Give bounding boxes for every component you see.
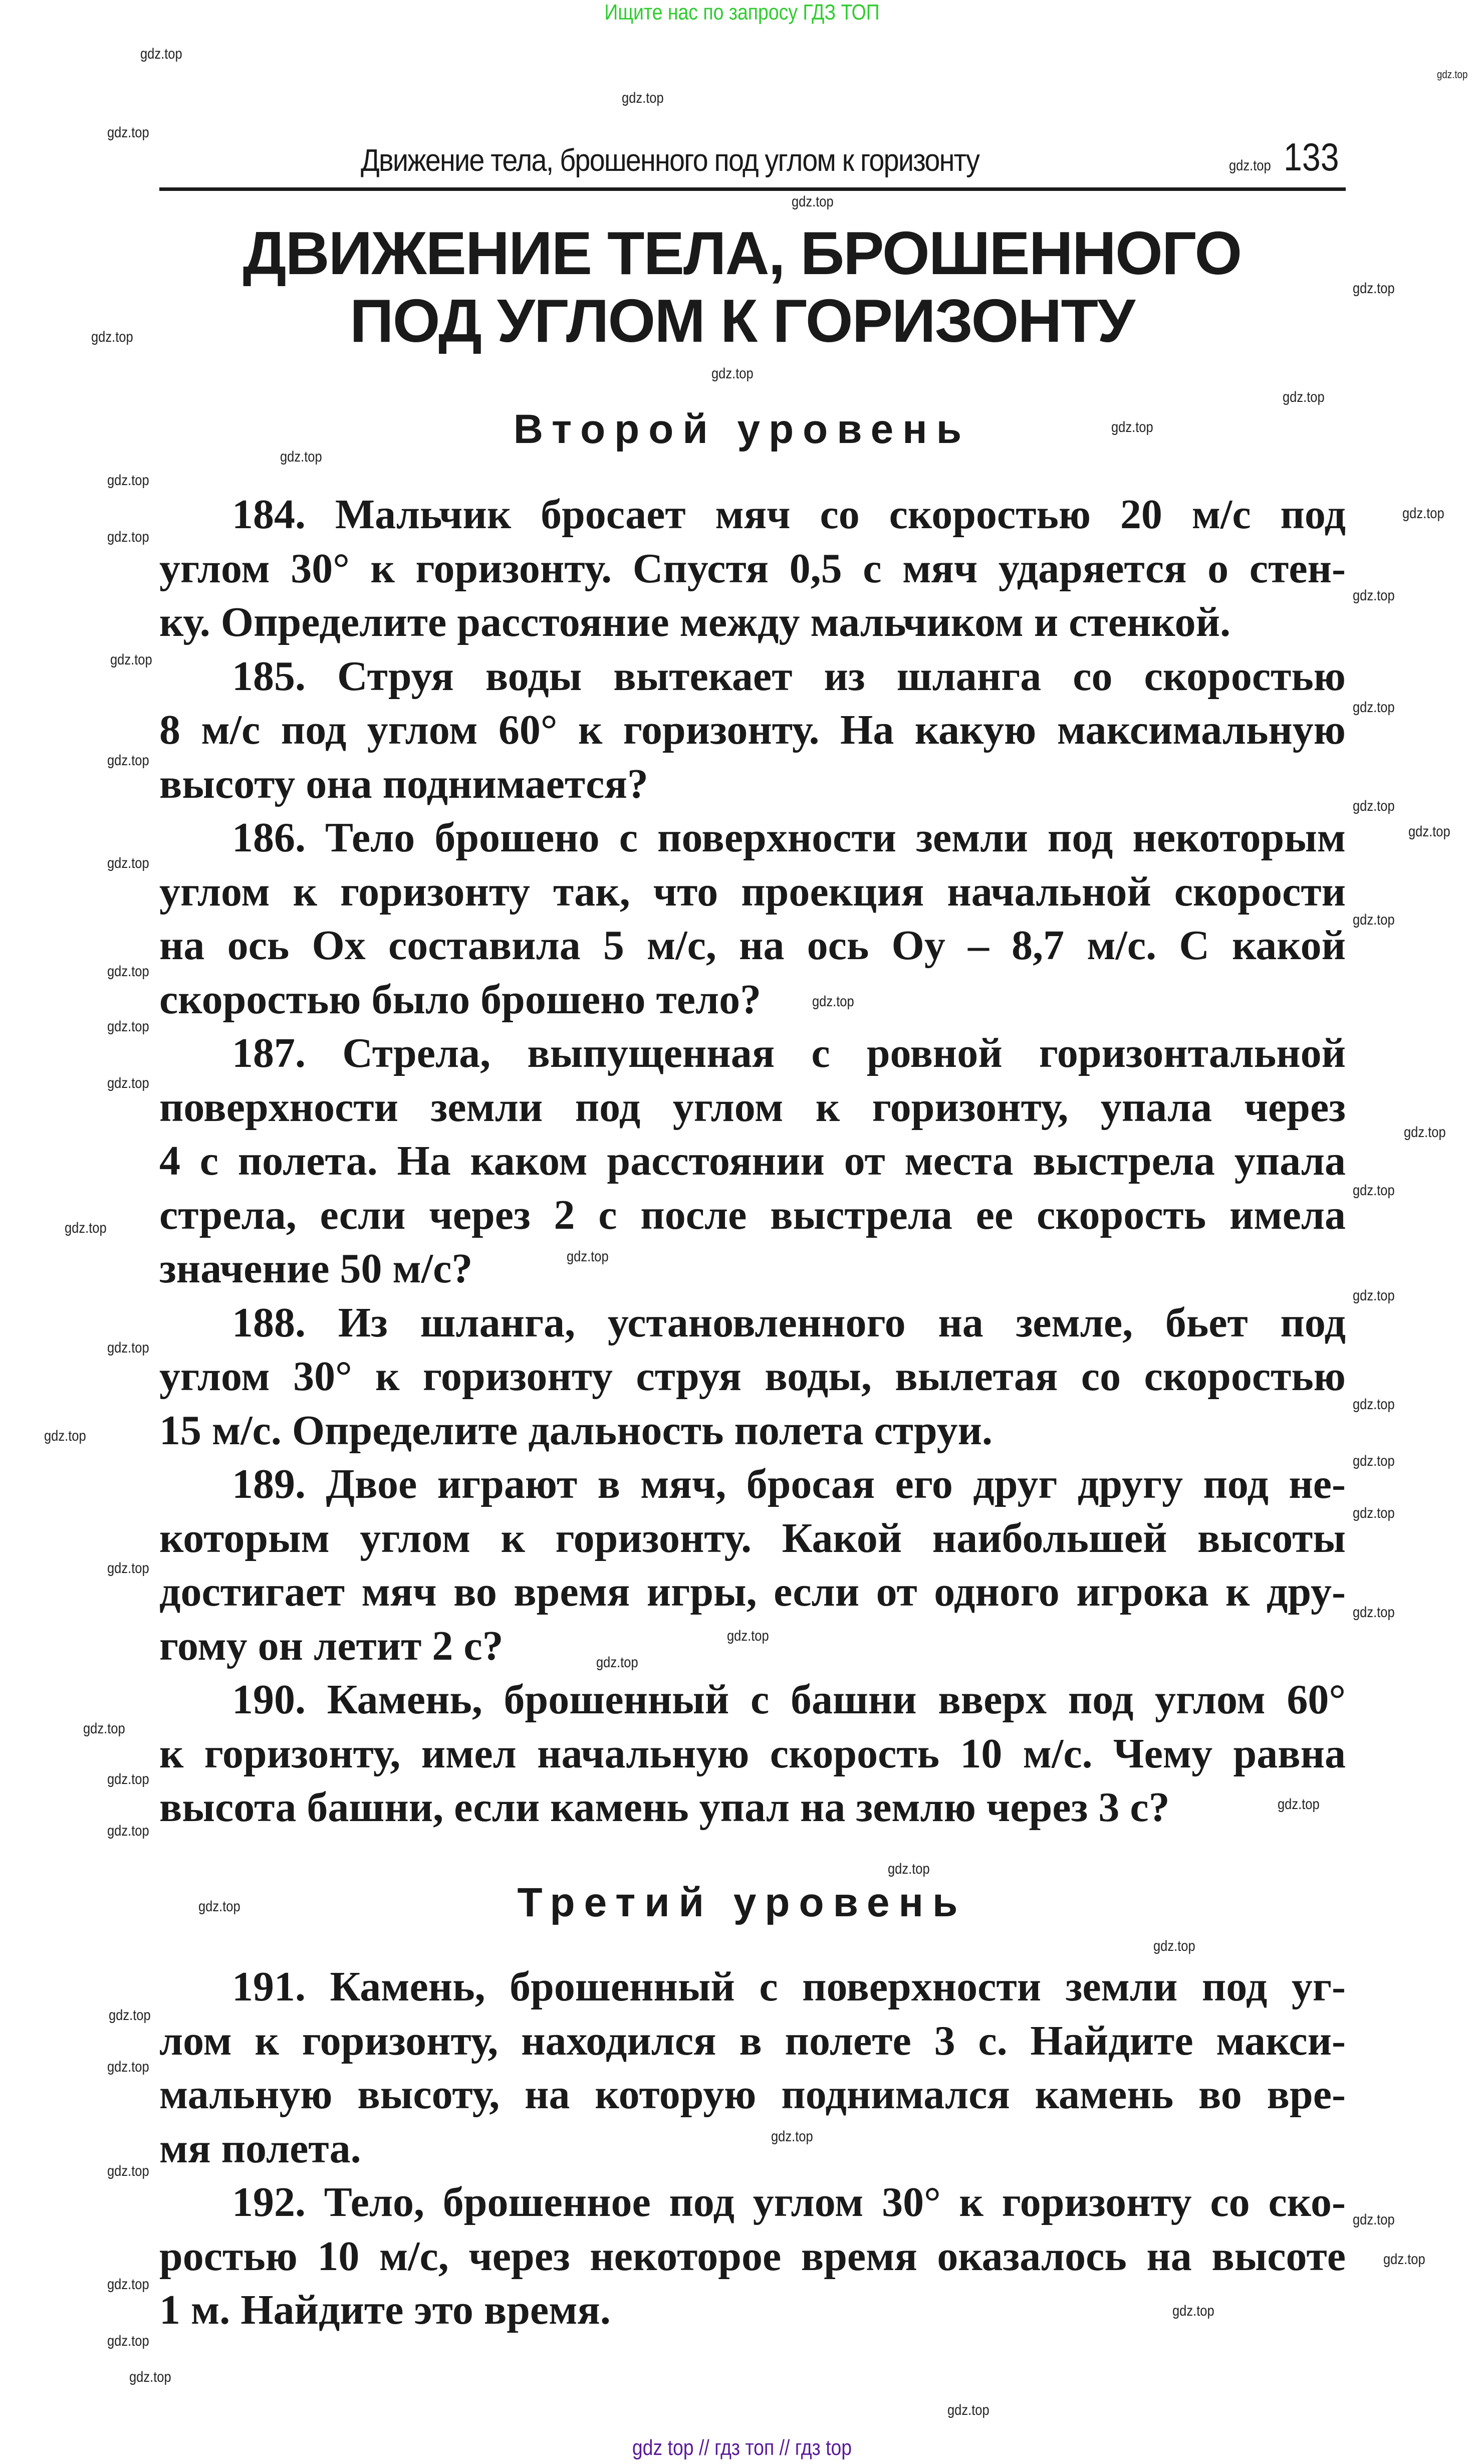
watermark: gdz.top [107, 1075, 149, 1092]
watermark: gdz.top [1408, 823, 1450, 840]
watermark: gdz.top [107, 1339, 149, 1356]
problem-text-line: гому он летит 2 с? [159, 1622, 504, 1669]
watermark: gdz.top [108, 2006, 151, 2024]
watermark: gdz.top [1229, 157, 1271, 174]
watermark: gdz.top [107, 2276, 149, 2293]
problem-text-line: 1 м. Найдите это время. [159, 2287, 611, 2333]
problem-text-line: на ось Ox составила 5 м/с, на ось Oy – 8,7 м/с. С какой [159, 922, 1346, 969]
watermark: gdz.top [1353, 699, 1395, 716]
watermark: gdz.top [107, 2162, 149, 2179]
watermark: gdz.top [1353, 911, 1395, 928]
watermark: gdz.top [64, 1220, 107, 1237]
watermark: gdz.top [1172, 2303, 1214, 2320]
watermark: gdz.top [1436, 68, 1468, 81]
problem-text-line: 192. Тело, брошенное под углом 30° к горизонту со ско- [232, 2179, 1346, 2225]
watermark: gdz.top [140, 46, 182, 63]
watermark: gdz.top [107, 854, 149, 871]
page-number: 133 [1284, 135, 1339, 179]
watermark: gdz.top [1282, 388, 1325, 405]
problem-text-line: достигает мяч во время игры, если от одного игрока к дру- [159, 1569, 1346, 1615]
problem-text-line: к горизонту, имел начальную скорость 10 м/с. Чему равна [159, 1730, 1346, 1777]
problem-text-line: ку. Определите расстояние между мальчиком и стенкой. [159, 599, 1231, 645]
watermark: gdz.top [107, 752, 149, 769]
watermark: gdz.top [107, 1018, 149, 1035]
problem [159, 1673, 1346, 1835]
watermark: gdz.top [1353, 1396, 1395, 1413]
watermark: gdz.top [1403, 1124, 1446, 1141]
watermark: gdz.top [107, 124, 149, 141]
watermark: gdz.top [1353, 2211, 1395, 2228]
watermark: gdz.top [107, 2332, 149, 2349]
problem-text-line: 184. Мальчик бросает мяч со скоростью 20 м/с под [232, 491, 1346, 538]
watermark: gdz.top [107, 963, 149, 980]
problem-text-line: ростью 10 м/с, через некоторое время оказалось на высоте [159, 2232, 1346, 2280]
problem-text-line: поверхности земли под углом к горизонту, упала через [159, 1083, 1346, 1131]
problem [159, 649, 1346, 811]
watermark: gdz.top [596, 1654, 639, 1671]
problem [159, 1296, 1346, 1458]
problem-text-line: углом 30° к горизонту струя воды, вылетая со скоростью [159, 1353, 1346, 1400]
search-banner[interactable]: Ищите нас по запросу ГДЗ ТОП [604, 0, 880, 25]
problem-text-line: 188. Из шланга, установленного на земле, бьет под [232, 1299, 1346, 1346]
problem [159, 1960, 1346, 2175]
problem-text-line: значение 50 м/с? [159, 1245, 473, 1292]
watermark: gdz.top [1353, 1182, 1395, 1199]
watermark: gdz.top [1353, 1604, 1395, 1621]
watermark: gdz.top [1383, 2251, 1425, 2268]
watermark: gdz.top [107, 1559, 149, 1577]
problem-text-line: лом к горизонту, находился в полете 3 с. Найдите макси- [159, 2017, 1346, 2064]
watermark: gdz.top [887, 1860, 930, 1877]
problem-text-line: углом 30° к горизонту. Спустя 0,5 с мяч ударяется о стен- [159, 545, 1346, 592]
watermark: gdz.top [107, 2059, 149, 2076]
watermark: gdz.top [107, 472, 149, 489]
watermark: gdz.top [107, 529, 149, 546]
problem [159, 488, 1346, 649]
watermark: gdz.top [812, 993, 854, 1010]
watermark: gdz.top [83, 1720, 126, 1737]
running-title: Движение тела, брошенного под углом к горизонту [361, 143, 979, 178]
problem-text-line: 8 м/с под углом 60° к горизонту. На какую максимальную [159, 707, 1346, 753]
watermark: gdz.top [129, 2369, 171, 2386]
watermark: gdz.top [44, 1427, 86, 1444]
problem-text-line: углом к горизонту так, что проекция начальной скорости [159, 868, 1346, 915]
problem-text-line: высота башни, если камень упал на землю через 3 с? [159, 1784, 1170, 1831]
chapter-title-line-2: ПОД УГЛОМ К ГОРИЗОНТУ [350, 287, 1134, 355]
watermark: gdz.top [1402, 505, 1444, 522]
watermark: gdz.top [1353, 798, 1395, 815]
footer-links[interactable]: gdz top // гдз топ // гдз top [632, 2435, 852, 2460]
watermark: gdz.top [621, 90, 664, 107]
problems-third-level [159, 1960, 1346, 2337]
problem [159, 2175, 1346, 2337]
problem-text-line: скоростью было брошено тело? [159, 976, 762, 1023]
watermark: gdz.top [1353, 1504, 1395, 1521]
watermark: gdz.top [107, 1770, 149, 1787]
problem-text-line: 185. Струя воды вытекает из шланга со скоростью [232, 652, 1346, 700]
watermark: gdz.top [947, 2402, 990, 2419]
watermark: gdz.top [771, 2128, 813, 2145]
problem-text-line: высоту она поднимается? [159, 760, 648, 807]
problem-text-line: мя полета. [159, 2125, 361, 2172]
watermark: gdz.top [1111, 418, 1153, 435]
watermark: gdz.top [791, 193, 834, 210]
header-rule [159, 187, 1346, 191]
watermark: gdz.top [91, 329, 133, 346]
section-heading-third-level: Третий уровень [517, 1880, 967, 1925]
chapter-title-line-1: ДВИЖЕНИЕ ТЕЛА, БРОШЕННОГО [242, 219, 1242, 287]
problem-text-line: 187. Стрела, выпущенная с ровной горизонтальной [232, 1030, 1346, 1076]
watermark: gdz.top [1353, 280, 1395, 297]
watermark: gdz.top [1153, 1937, 1196, 1954]
watermark: gdz.top [110, 651, 152, 668]
problem-text-line: 4 с полета. На каком расстоянии от места выстрела упала [159, 1138, 1346, 1184]
watermark: gdz.top [566, 1248, 609, 1265]
watermark: gdz.top [280, 449, 322, 466]
watermark: gdz.top [727, 1627, 769, 1644]
watermark: gdz.top [711, 365, 754, 382]
problem-text-line: 190. Камень, брошенный с башни вверх под углом 60° [232, 1676, 1346, 1723]
section-heading-second-level: Второй уровень [513, 406, 971, 452]
problem-text-line: 15 м/с. Определите дальность полета струи. [159, 1407, 993, 1454]
problem [159, 811, 1346, 1026]
problem-text-line: мальную высоту, на которую поднимался камень во вре- [159, 2071, 1346, 2118]
watermark: gdz.top [1353, 587, 1395, 604]
watermark: gdz.top [1353, 1287, 1395, 1304]
watermark: gdz.top [1353, 1453, 1395, 1470]
problem-text-line: 186. Тело брошено с поверхности земли под некоторым [232, 814, 1346, 861]
problem-text-line: 191. Камень, брошенный с поверхности земли под уг- [232, 1963, 1346, 2010]
watermark: gdz.top [198, 1898, 240, 1915]
watermark: gdz.top [1278, 1796, 1320, 1813]
problem [159, 1026, 1346, 1296]
watermark: gdz.top [107, 1823, 149, 1840]
problem-text-line: 189. Двое играют в мяч, бросая его друг другу под не- [232, 1461, 1346, 1507]
problem-text-line: которым углом к горизонту. Какой наибольшей высоты [159, 1514, 1346, 1561]
problem-text-line: стрела, если через 2 с после выстрела ее скорость имела [159, 1191, 1346, 1238]
